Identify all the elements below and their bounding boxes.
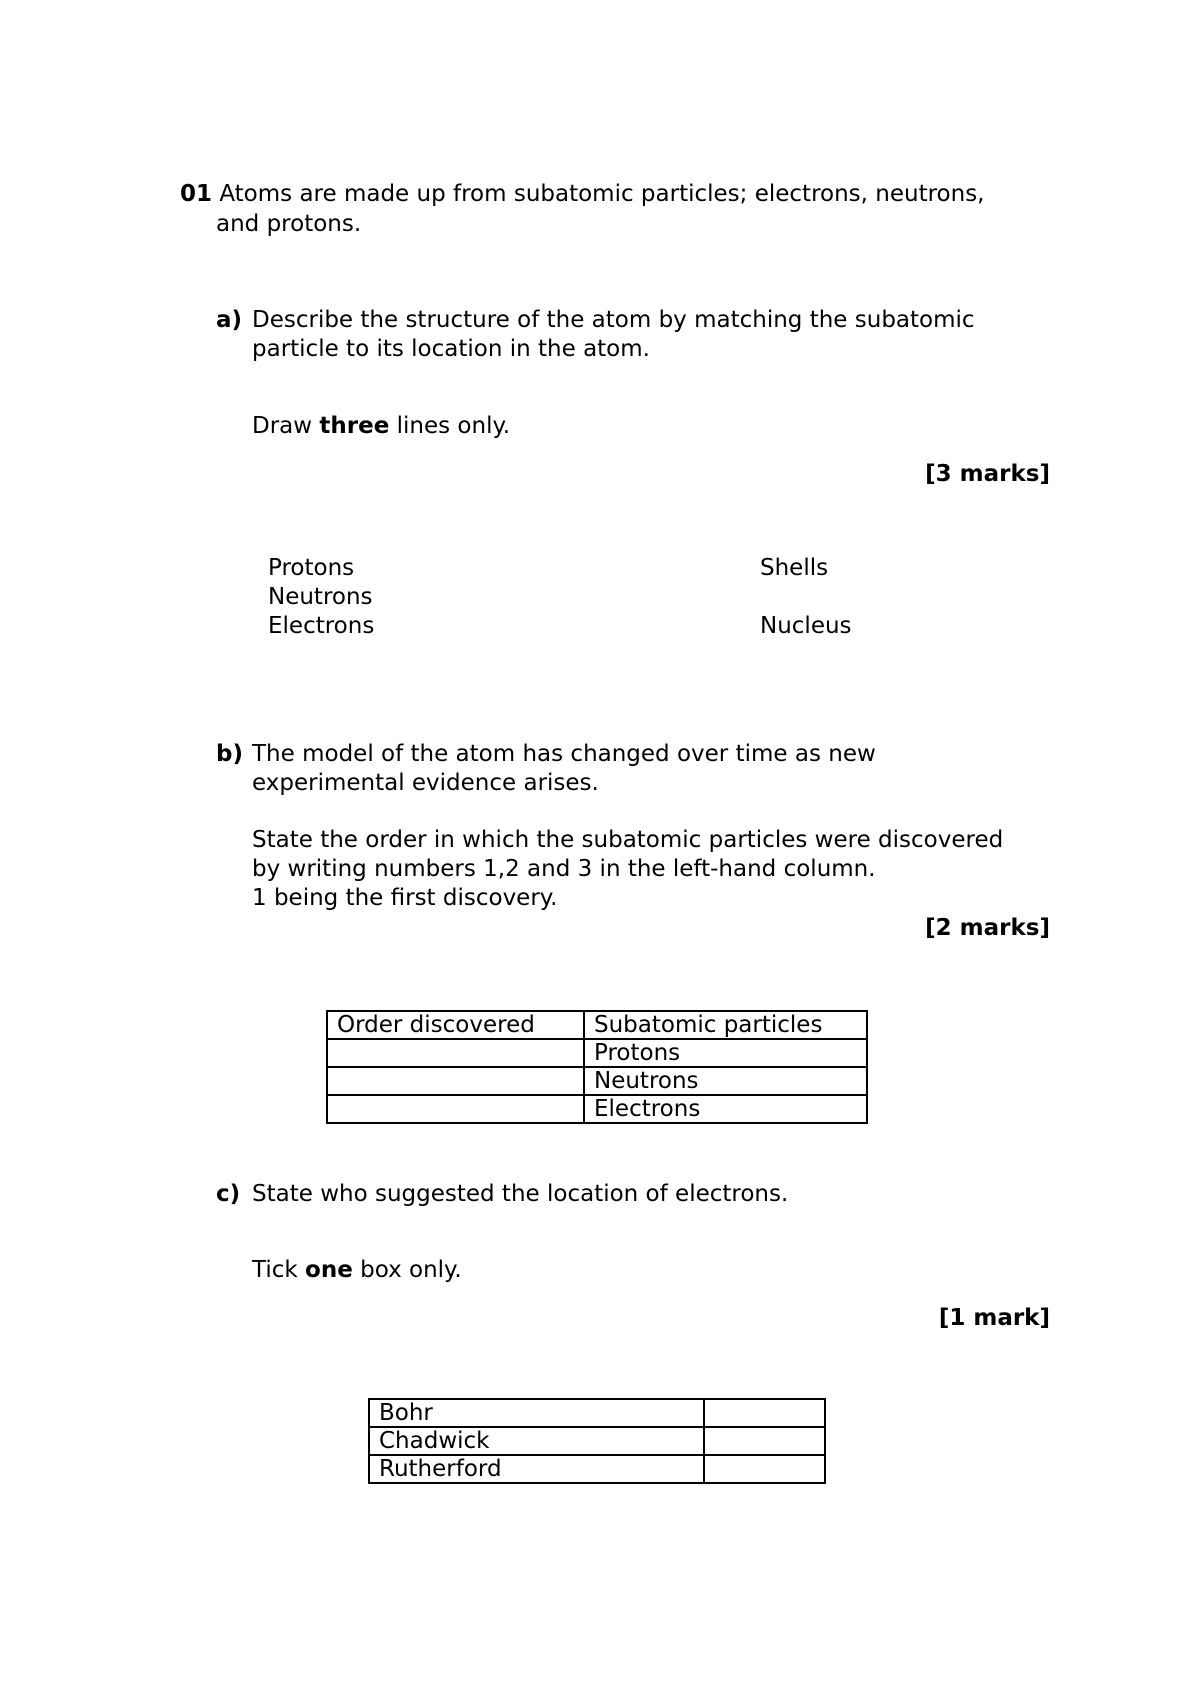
option-bohr: Bohr xyxy=(369,1399,704,1427)
order-particle-electrons: Electrons xyxy=(584,1095,867,1123)
part-c-marks: [1 mark] xyxy=(938,1305,1050,1331)
order-table xyxy=(326,1010,868,1124)
part-a-label: a) xyxy=(216,307,243,333)
question-intro-line2: and protons. xyxy=(216,211,362,237)
order-input-cell[interactable] xyxy=(327,1067,584,1095)
order-header-particles: Subatomic particles xyxy=(584,1011,867,1039)
part-b-line2: experimental evidence arises. xyxy=(252,770,599,796)
part-b-state3: 1 being the first discovery. xyxy=(252,885,558,911)
question-intro-line1: 01 Atoms are made up from subatomic particles; electrons, neutrons, xyxy=(180,181,985,207)
part-a-line2: particle to its location in the atom. xyxy=(252,336,650,362)
order-header-order: Order discovered xyxy=(327,1011,584,1039)
part-c-label: c) xyxy=(216,1181,241,1207)
part-b-line1: The model of the atom has changed over time as new xyxy=(252,741,876,767)
part-a-line1: Describe the structure of the atom by matching the subatomic xyxy=(252,307,975,333)
part-b-label: b) xyxy=(216,741,243,767)
match-left-electrons: Electrons xyxy=(268,613,375,639)
order-input-cell[interactable] xyxy=(327,1039,584,1067)
order-particle-neutrons: Neutrons xyxy=(584,1067,867,1095)
tick-table xyxy=(368,1398,826,1484)
part-a-marks: [3 marks] xyxy=(925,461,1050,487)
option-rutherford: Rutherford xyxy=(369,1455,704,1483)
match-right-nucleus: Nucleus xyxy=(760,613,852,639)
tick-box[interactable] xyxy=(704,1455,825,1483)
part-c-instruction: Tick one box only. xyxy=(252,1257,462,1283)
part-c-line1: State who suggested the location of electrons. xyxy=(252,1181,789,1207)
match-left-neutrons: Neutrons xyxy=(268,584,373,610)
tick-box[interactable] xyxy=(704,1427,825,1455)
part-b-marks: [2 marks] xyxy=(925,915,1050,941)
part-b-state2: by writing numbers 1,2 and 3 in the left-hand column. xyxy=(252,856,876,882)
order-particle-protons: Protons xyxy=(584,1039,867,1067)
part-a-instruction: Draw three lines only. xyxy=(252,413,511,439)
tick-box[interactable] xyxy=(704,1399,825,1427)
match-right-shells: Shells xyxy=(760,555,829,581)
part-b-state1: State the order in which the subatomic particles were discovered xyxy=(252,827,1004,853)
option-chadwick: Chadwick xyxy=(369,1427,704,1455)
match-left-protons: Protons xyxy=(268,555,355,581)
order-input-cell[interactable] xyxy=(327,1095,584,1123)
question-number: 01 xyxy=(180,181,213,207)
